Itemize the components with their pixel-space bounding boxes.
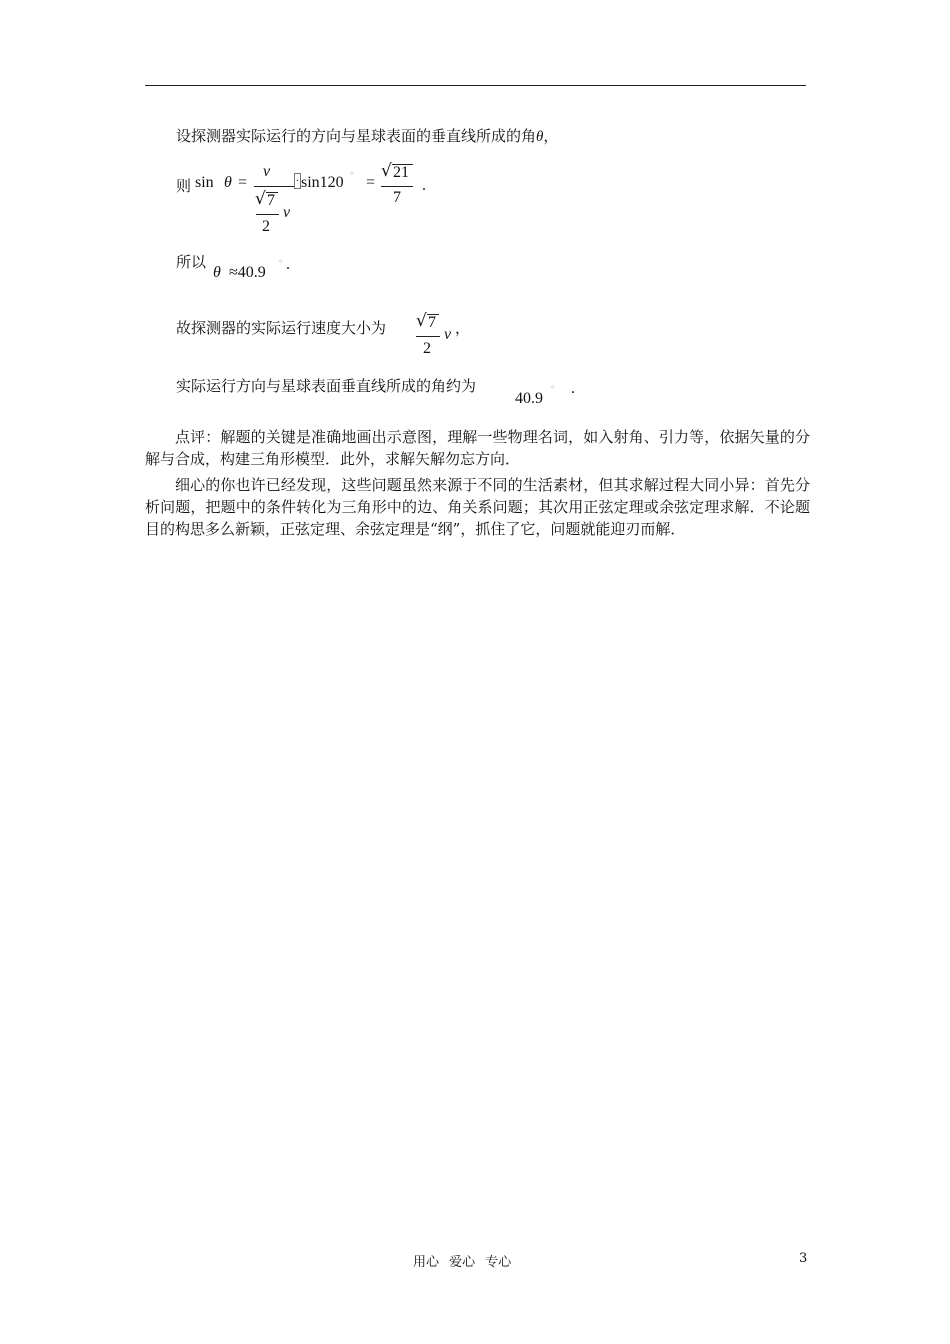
page-number: 3 bbox=[799, 1251, 808, 1266]
summary-paragraph: 细心的你也许已经发现，这些问题虽然来源于不同的生活素材，但其求解过程大同小异：首先分析问题，把题中的条件转化为三角形中的边、角关系问题；其次用正弦定理或余弦定理求解．不论题目的构思多么新颖，正弦定理、余弦定理是“纲”，抓住了它，问题就能迎刃而解． bbox=[145, 476, 810, 538]
angle-definition-line bbox=[176, 126, 558, 147]
speed-sqrt-sign: √ bbox=[416, 311, 427, 331]
sin-120: sin120 bbox=[301, 174, 344, 191]
den-v: v bbox=[283, 204, 291, 221]
speed-sqrt-value: 7 bbox=[428, 314, 436, 331]
eq-theta: θ bbox=[224, 174, 232, 191]
theta-approx-value: ≈40.9 bbox=[229, 264, 266, 281]
fraction-bar bbox=[254, 186, 294, 187]
speed-v: v bbox=[444, 326, 452, 343]
dot-operator: · bbox=[295, 175, 300, 187]
angle-definition-text: 设探测器实际运行的方向与星球表面的垂直线所成的角 bbox=[176, 127, 537, 145]
theta-approx-symbol: θ bbox=[213, 264, 221, 281]
den-two: 2 bbox=[262, 218, 270, 235]
angle-result-value: 40.9 bbox=[515, 390, 543, 407]
eq-prefix: 则 bbox=[176, 177, 192, 195]
eq-sin: sin bbox=[195, 174, 214, 191]
inner-fraction-bar bbox=[256, 214, 279, 215]
theta-symbol: θ bbox=[536, 129, 544, 145]
so-prefix: 所以 bbox=[176, 253, 207, 271]
angle-result-period: . bbox=[571, 380, 575, 397]
commentary-paragraph: 点评：解题的关键是准确地画出示意图，理解一些物理名词，如入射角、引力等，依据矢量的分解与合成，构建三角形模型．此外，求解矢解勿忘方向． bbox=[145, 428, 810, 468]
theta-degree: ° bbox=[279, 258, 283, 268]
footer-slogan: 用心 爱心 专心 bbox=[413, 1255, 512, 1270]
comma: ， bbox=[543, 127, 559, 145]
rhs-sqrt-value: 21 bbox=[393, 164, 409, 181]
eq-equals: = bbox=[238, 174, 248, 191]
angle-result-text: 实际运行方向与星球表面垂直线所成的角约为 bbox=[176, 377, 477, 395]
den-sqrt-value: 7 bbox=[267, 192, 275, 209]
frac-numerator-v: v bbox=[263, 163, 271, 180]
eq-period: . bbox=[422, 177, 426, 194]
degree-mark: ° bbox=[350, 170, 354, 180]
speed-denominator: 2 bbox=[423, 340, 431, 357]
header-rule bbox=[145, 85, 806, 86]
sqrt-sign-21: √ bbox=[381, 161, 392, 181]
rhs-denominator: 7 bbox=[393, 189, 401, 206]
angle-result-degree: ° bbox=[551, 384, 555, 394]
theta-period: . bbox=[286, 256, 290, 273]
sqrt-sign: √ bbox=[255, 189, 266, 209]
eq-equals-2: = bbox=[366, 174, 376, 191]
rhs-fraction-bar bbox=[381, 186, 413, 187]
speed-text: 故探测器的实际运行速度大小为 bbox=[176, 319, 387, 337]
speed-comma: ， bbox=[455, 319, 471, 337]
speed-fraction-bar bbox=[416, 336, 440, 337]
